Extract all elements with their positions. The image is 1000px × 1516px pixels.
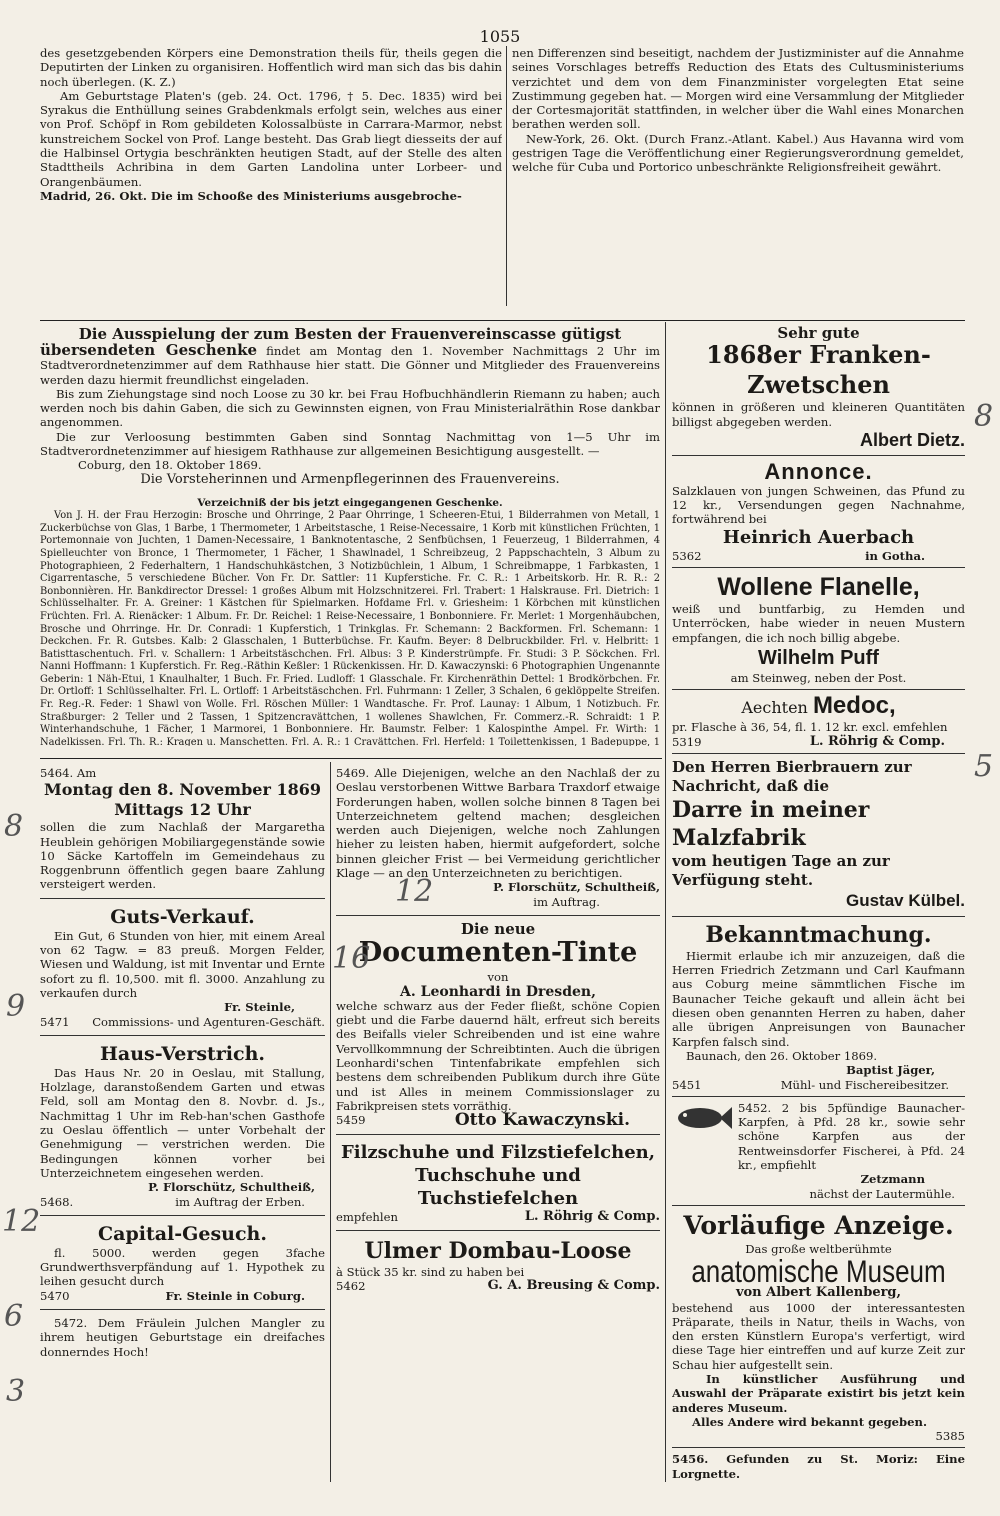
bier-l3: Darre in meiner Malzfabrik (672, 796, 870, 851)
flanelle-addr: am Steinweg, neben der Post. (730, 670, 907, 685)
page-number: 1055 (479, 27, 521, 46)
filz-l2: Tuchschuhe und Tuchstiefelchen (415, 1164, 581, 1209)
divider (672, 916, 965, 917)
tinte-von: von (487, 970, 509, 985)
ulmer-text: à Stück 35 kr. sind zu haben bei (336, 1264, 525, 1279)
annonce-title: Annonce. (764, 458, 873, 484)
museum-num: 5385 (935, 1429, 965, 1444)
montag-text: sollen die zum Nachlaß der Margaretha Heublein gehörigen Mobiliargegenstände sowie 10 Säcke Kartoffeln im Gemeindehaus zu Roggenbrunn öffentlich gegen baare Zahlung versteigert werden. (40, 820, 325, 892)
medoc-title-a: Aechten (741, 698, 813, 718)
bekanntmachung-date: Baunach, den 26. Oktober 1869. (686, 1048, 878, 1063)
column-divider (506, 46, 507, 306)
handwritten-number: 8 (974, 399, 994, 434)
traxdorf-firm: P. Florschütz, Schultheiß, (493, 880, 660, 895)
bekanntmachung-sub: Mühl- und Fischereibesitzer. (780, 1077, 949, 1092)
museum-von: von Albert Kallenberg, (735, 1285, 902, 1301)
divider (672, 567, 965, 568)
ulmer-num: 5462 (336, 1279, 366, 1294)
medoc-firm: L. Röhrig & Comp. (809, 733, 945, 749)
montag-num: 5464. Am (40, 766, 97, 780)
annonce-text: Salzklauen von jungen Schweinen, das Pfund zu 12 kr., Versendungen gegen Nachnahme, fortwährend bei (672, 483, 965, 527)
filz-firm: L. Röhrig & Comp. (524, 1208, 660, 1224)
zwetschen-firm: Albert Dietz. (859, 429, 965, 450)
museum-p2: In künstlicher Ausführung und Auswahl der Präparate existirt bis jetzt kein anderes Museum. (672, 1371, 965, 1415)
gefunden-text: 5456. Gefunden zu St. Moriz: Eine Lorgnette. (672, 1452, 965, 1481)
left-lower-column (40, 766, 325, 1506)
zwetschen-text: können in größeren und kleineren Quantitäten billigst abgegeben werden. (672, 400, 965, 429)
annonce-num: 5362 (672, 548, 702, 563)
bekanntmachung-firm: Baptist Jäger, (846, 1063, 935, 1078)
ausspielung-title: Die Ausspielung der zum Besten der Frauenvereinscasse gütigst (78, 326, 622, 343)
handwritten-number: 16 (332, 941, 371, 976)
montag-l1: Montag den 8. November 1869 (44, 780, 321, 800)
haus-num: 5468. (40, 1194, 74, 1209)
fish-icon (672, 1101, 732, 1135)
divider (672, 1447, 965, 1448)
montag-l2: Mittags 12 Uhr (114, 800, 251, 820)
news-text: des gesetzgebenden Körpers eine Demonstration theils für, theils gegen die Deputirten der Linken zu organisiren. Hoffentlich wird man sich das bis dahin noch überlegen. (K. Z.) (40, 46, 502, 89)
divider (336, 1134, 660, 1135)
guts-firm: Fr. Steinle, (224, 1000, 295, 1015)
guts-text: Ein Gut, 6 Stunden von hier, mit einem Areal von 62 Tagw. = 83 preuß. Morgen Felder, Wiesen und Waldung, ist mit Inventar und Ernte sofort zu fl. 10,500. mit fl. 3000. Anzahlung zu verkaufen durch (40, 928, 325, 1000)
handwritten-number: 5 (974, 749, 994, 784)
geschenke-list: Von J. H. der Frau Herzogin: Brosche und Ohrringe, 2 Paar Ohrringe, 1 Scheeren-Etui, 1 Bilderrahmen von Metall, 1 Zuckerbüchse von Glas, 1 Barbe, 1 Thermometer, 1 Arbeitstasche, 1 Reise-Necessaire, 1 Korb mit künstlichen Früchten, 1 Portemonnaie von Juchten, 1 Damen-Necessaire, 1 Banknotentasche, 2 Senfbüchsen, 1 Feuerzeug, 1 Bilderrahmen, 4 Spielleuchter von Bronce, 1 Thermometer, 1 Fächer, 1 Shawlnadel, 1 Schreibzeug, 2 Pappschachteln, 3 Album zu Photographieen, 2 Federhaltern, 1 Handschuhkästchen, 3 Notizbüchlein, 1 Album, 1 Schreibmappe, 1 Farbkasten, 1 Cigarrentasche, 5 verschiedene Bücher. Von Fr. Dr. Sattler: 11 Kupferstiche. Fr. C. R.: 1 Arbeitskorb. Hr. R. R.: 2 Bonbonnièren. Hr. Bankdirector Dressel: 1 großes Album mit Holzschnitzerei. Frl. Trabert: 1 Halskrause. Frl. Dietrich: 1 Schlüsselhalter. Fr. A. Greiner: 1 Kästchen für Spielmarken. Hofdame Frl. v. Griesheim: 1 Körbchen mit künstlichen Früchten. Frl. A. Rienäcker: 1 Album. Fr. Dr. Reichel: 1 Reise-Necessaire, 1 Bonbonniere. Fr. Merlet: 1 Morgenhäubchen, Brosche und Ohrringe. Hr. Dr. Conradi: 1 Kupferstich, 1 Trinkglas. Fr. Schemann: 2 Backformen. Frl. Schemann: 1 Deckchen. Fr. R. Gutsbes. Kalb: 2 Glasschalen, 1 Butterbüchse. Fr. Kaufm. Beyer: 8 Delbruckbilder. Frl. v. Helbritt: 1 Batisttaschentuch. Frl. v. Schallern: 1 Arbeitstäschchen. Frl. Albus: 3 P. Kinderstrümpfe. Fr. Studi: 3 P. Söckchen. Frl. Nanni Hoffmann: 1 Kupferstich. Fr. Reg.-Räthin Keßler: 1 Rückenkissen. Hr. D. Kawaczynski: 6 Photographien Ungenannte Geberin: 1 Näh-Etui, 1 Knaulhalter, 1 Buch. Fr. Fried. Ludloff: 1 Glasschale. Fr. Kirchenräthin Dettel: 1 Brodkörbchen. Fr. Dr. Ortloff: 1 Schlüsselhalter. Frl. L. Ortloff: 1 Arbeitstäschchen. Frl. Fuhrmann: 1 Zeller, 3 Schalen, 6 geklöppelte Streifen. Fr. Reg.-R. Feder: 1 Shawl von Wolle. Frl. Röschen Müller: 1 Wandtasche. Fr. Prof. Launay: 1 Album, 1 Notizbuch. Fr. Straßburger: 2 Teller und 2 Tassen, 1 Spitzencravättchen, 1 wollenes Shawlchen, Fr. Commerz.-R. Schraidt: 1 P. Winterhandschuhe, 1 Fächer, 1 Marmorei, 1 Bonbonniere. Hr. Baumstr. Felber: 1 Kalospinthe Ampel. Fr. Wirth: 1 Nadelkissen. Frl. Th. R.: Kragen u. Manschetten. Frl. A. R.: 1 Cravättchen. Frl. Herfeld: 1 Toilettenkissen, 1 Badepuppe, 1 (40, 510, 660, 746)
bier-l2: Nachricht, daß die (672, 776, 830, 795)
annonce-firm: Heinrich Auerbach (722, 526, 915, 548)
handwritten-number: 12 (2, 1204, 41, 1239)
museum-sub: Das große weltberühmte (745, 1241, 892, 1256)
middle-lower-column (336, 766, 660, 1506)
museum-title: Vorläufige Anzeige. (683, 1210, 954, 1240)
guts-title: Guts-Verkauf. (110, 905, 255, 928)
divider (672, 455, 965, 456)
ausspielung-intro: findet am Montag den 1. November Nachmittags 2 Uhr im Stadtverordnetenzimmer auf dem Rathhause hier statt. Die Gönner und Mitglieder des Frauenvereins werden dazu hiermit freundlichst eingeladen. (40, 344, 660, 387)
ulmer-title: Ulmer Dombau-Loose (364, 1237, 632, 1264)
filz-l1: Filzschuhe und Filzstiefelchen, (340, 1141, 656, 1163)
handwritten-number: 12 (395, 874, 434, 909)
news-platen: Am Geburtstage Platen's (geb. 24. Oct. 1796, † 5. Dec. 1835) wird bei Syrakus die Enthüllung seines Grabdenkmals erfolgt sein, welches aus einer von Prof. Schöpf in Rom gebildeten Kolossalbüste in Carrara-Marmor, nebst kunstreichem Sockel von Prof. Lange besteht. Das Grab liegt diesseits der auf die Halbinsel Ortygia beschränkten heutigen Stadt, auf der Stelle des alten Stadttheils Achribina in dem Garten Landolina unter Lorbeer- und Orangenbäumen. (40, 88, 502, 189)
haus-text: Das Haus Nr. 20 in Oeslau, mit Stallung, Holzlage, daranstoßendem Garten und etwas Feld, soll am Montag den 8. Novbr. d. Js., Nachmittag 1 Uhr im Reb-han'schen Gasthofe zu Oeslau öffentlich — unter Vorbehalt der Genehmigung — verstrichen werden. Die Bedingungen können vorher bei Unterzeichnetem eingesehen werden. (40, 1065, 325, 1180)
divider (40, 1035, 325, 1036)
ausspielung-date: Coburg, den 18. Oktober 1869. (78, 458, 262, 473)
tinte-title: Documenten-Tinte (358, 937, 638, 969)
geschenke-list-title: Verzeichniß der bis jetzt eingegangenen Geschenke. (197, 496, 503, 509)
news-madrid: Madrid, 26. Okt. Die im Schooße des Ministeriums ausgebroche- (40, 188, 462, 203)
haus-title: Haus-Verstrich. (99, 1042, 266, 1065)
capital-num: 5470 (40, 1288, 70, 1303)
bier-l4: vom heutigen Tage an zur Verfügung steht. (672, 851, 890, 889)
karpfen-sub: nächst der Lautermühle. (809, 1186, 955, 1201)
capital-firm: Fr. Steinle in Coburg. (165, 1288, 305, 1303)
medoc-num: 5319 (672, 734, 702, 749)
annonce-place: in Gotha. (865, 548, 925, 563)
capital-title: Capital-Gesuch. (98, 1222, 267, 1245)
traxdorf-sub: im Auftrag. (533, 894, 600, 909)
karpfen-text: 5452. 2 bis 5pfündige Baunacher-Karpfen, à Pfd. 28 kr., sowie sehr schöne Karpfen aus der Rentweinsdorfer Fischerei, à Pfd. 24 kr., empfiehlt (738, 1100, 965, 1173)
ausspielung-p2: Bis zum Ziehungstage sind noch Loose zu 30 kr. bei Frau Hofbuchhändlerin Riemann zu haben; auch werden noch bis dahin Gaben, die sich zu Gewinnsten eignen, von Frau Ministerialräthin Rose dankbar angenommen. (40, 386, 660, 430)
handwritten-number: 6 (4, 1299, 24, 1334)
ausspielung-sign: Die Vorsteherinnen und Armenpflegerinnen des Frauenvereins. (140, 471, 560, 487)
museum-name: anatomische Museum (691, 1253, 946, 1290)
ausspielung-title2: übersendeten Geschenke (40, 341, 258, 359)
handwritten-number: 9 (6, 989, 26, 1024)
column-divider-mid (330, 762, 331, 1482)
flanelle-firm: Wilhelm Puff (758, 646, 879, 669)
divider (40, 898, 325, 899)
bekanntmachung-title: Bekanntmachung. (705, 921, 932, 948)
divider (40, 1309, 325, 1310)
tinte-sign: Otto Kawaczynski. (454, 1110, 630, 1131)
haus-sub: im Auftrag der Erben. (175, 1194, 305, 1209)
news-left-column (40, 46, 502, 318)
divider (336, 1230, 660, 1231)
divider (672, 689, 965, 690)
guts-sub: Commissions- und Agenturen-Geschäft. (92, 1014, 325, 1029)
bekanntmachung-text: Hiermit erlaube ich mir anzuzeigen, daß die Herren Friedrich Zetzmann und Carl Kaufmann aus Coburg meine sämmtlichen Fische im Baunacher Teiche gekauft und allein ächt bei diesen oben genannten Herren zu haben, daher alle übrigen Anpreisungen von Baunacher Karpfen falsch sind. (672, 948, 965, 1049)
divider (672, 753, 965, 754)
filz-pre: empfehlen (336, 1209, 398, 1224)
tinte-text: welche schwarz aus der Feder fließt, schöne Copien giebt und die Farbe dauernd hält, erfreut sich bereits des Beifalls vieler Schreibenden und ist eine wahre Vervollkommnung der Schreibtinten. Auch die übrigen Leonhardi'schen Tintenfabrikate empfehlen sich bestens dem schreibenden Publikum durch ihre Güte und ist Alles in meinem Commissionslager zu Fabrikpreisen stets vorräthig. (336, 998, 660, 1113)
medoc-text: pr. Flasche à 36, 54, fl. 1. 12 kr. excl. emfehlen (672, 720, 948, 735)
divider (40, 1215, 325, 1216)
bekanntmachung-num: 5451 (672, 1077, 702, 1092)
handwritten-number: 8 (4, 809, 24, 844)
tinte-top: Die neue (460, 919, 536, 938)
museum-p3: Alles Andere wird bekannt gegeben. (692, 1414, 927, 1429)
divider (336, 915, 660, 916)
ausspielung-p3: Die zur Verloosung bestimmten Gaben sind Sonntag Nachmittag von 1—5 Uhr im Stadtverordnetenzimmer auf hiesigem Rathhause zur allgemeinen Besichtigung ausgestellt. — (40, 429, 660, 459)
handwritten-number: 3 (6, 1374, 26, 1409)
bier-l1: Den Herren Bierbrauern zur (672, 757, 912, 776)
flanelle-text: weiß und buntfarbig, zu Hemden und Unterröcken, habe wieder in neuen Mustern empfangen, die ich noch billig abgebe. (672, 602, 965, 645)
traxdorf-text: 5469. Alle Diejenigen, welche an den Nachlaß der zu Oeslau verstorbenen Wittwe Barbara Traxdorf etwaige Forderungen haben, wollen solche binnen 8 Tagen bei Unterzeichnetem geltend machen; desgleichen werden auch Diejenigen, welche noch Zahlungen hieher zu leisten haben, hiermit aufgefordert, solche binnen gleicher Frist — bei Vermeidung gerichtlicher Klage — an den Unterzeichneten zu berichtigen. (336, 766, 660, 881)
section-divider (40, 320, 965, 321)
news-right-column (512, 46, 964, 318)
guts-num: 5471 (40, 1014, 70, 1029)
zwetschen-title: 1868er Franken-Zwetschen (706, 340, 931, 400)
tinte-firm: A. Leonhardi in Dresden, (400, 983, 596, 1000)
capital-text: fl. 5000. werden gegen 3fache Grundwerthsverpfändung auf 1. Hypothek zu leihen gesucht durch (40, 1245, 325, 1289)
column-divider-right (665, 322, 666, 1482)
right-ads-column (672, 326, 965, 1506)
divider (672, 1205, 965, 1206)
news-text-right: nen Differenzen sind beseitigt, nachdem der Justizminister auf die Annahme seines Vorschlages betreffs Reduction des Etats des Cultusministeriums verzichtet und dem von dem Finanzminister vorgelegten Etat seine Zustimmung gegeben hat. — Morgen wird eine Versammlung der Mitglieder der Cortesmajorität stattfinden, in welcher über die Wahl eines Monarchen berathen werden soll. (512, 46, 964, 132)
ausspielung-ad (40, 326, 660, 746)
section-divider (40, 758, 662, 759)
haus-firm: P. Florschütz, Schultheiß, (148, 1180, 315, 1195)
bier-firm: Gustav Külbel. (845, 890, 965, 910)
zwetschen-top: Sehr gute (777, 326, 860, 342)
news-newyork: New-York, 26. Okt. (Durch Franz.-Atlant. Kabel.) Aus Havanna wird vom gestrigen Tage die Veröffentlichung einer Regierungsverordnung gemeldet, welche für Cuba und Portorico unbeschränkte Religionsfreiheit gewährt. (512, 131, 964, 175)
flanelle-title: Wollene Flanelle, (717, 573, 920, 602)
karpfen-firm: Zetzmann (860, 1172, 925, 1187)
divider (672, 1096, 965, 1097)
ulmer-firm: G. A. Breusing & Comp. (487, 1278, 660, 1294)
tinte-num: 5459 (336, 1113, 366, 1128)
medoc-title-b: Medoc, (812, 692, 896, 720)
julchen-text: 5472. Dem Fräulein Julchen Mangler zu ihrem heutigen Geburtstage ein dreifaches donnerndes Hoch! (40, 1316, 325, 1359)
museum-text: bestehend aus 1000 der interessantesten Präparate, theils in Natur, theils in Wachs, von den ersten Künstlern Europa's verfertigt, wird diese Tage hier eintreffen und auf kurze Zeit zur Schau hier aufgestellt sein. (672, 1300, 965, 1372)
